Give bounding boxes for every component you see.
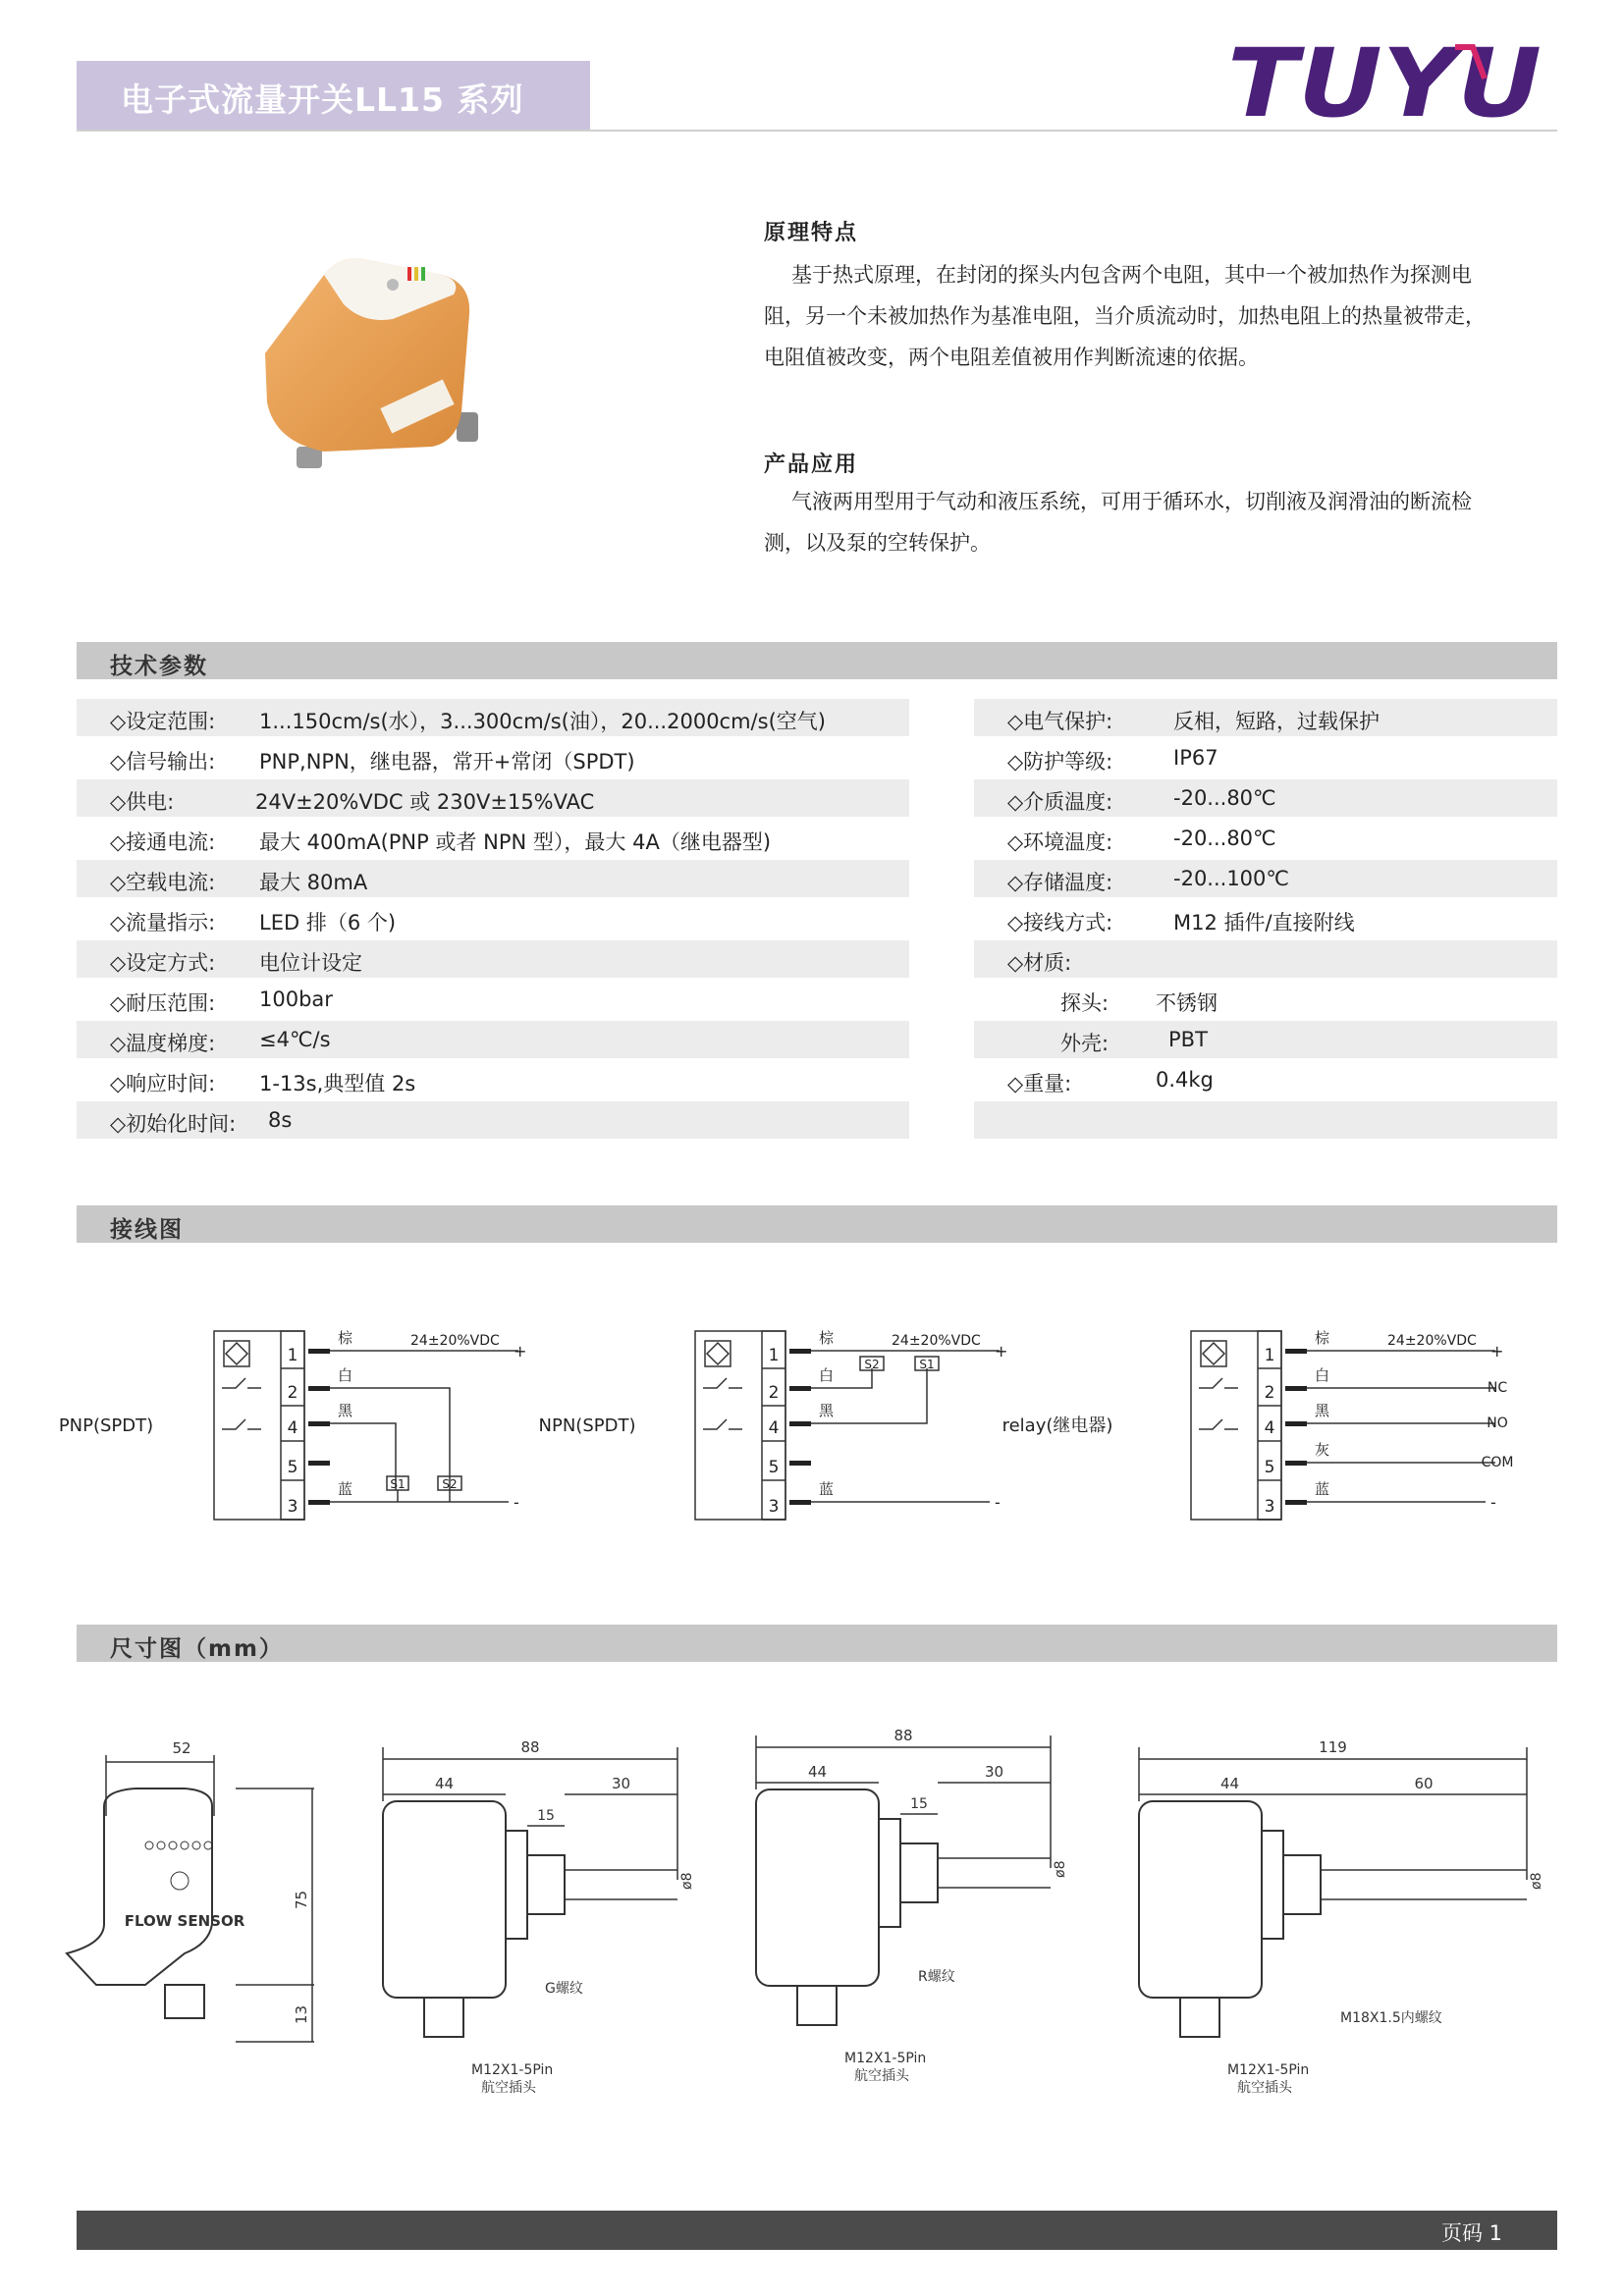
thread-label: M18X1.5内螺纹	[1340, 2010, 1442, 2026]
spec-row	[974, 779, 1557, 817]
spec-row	[974, 699, 1557, 736]
led-red	[407, 267, 411, 281]
dim-probe-label: 30	[984, 1763, 1004, 1781]
spec-label: ◇供电:	[110, 790, 175, 814]
sensor-diamond	[226, 1343, 247, 1364]
plus-label: +	[1490, 1342, 1504, 1361]
wiring-diagram-pnp	[59, 1329, 527, 1520]
dim-body-label: 44	[434, 1775, 455, 1792]
led-yellow	[414, 267, 418, 281]
front-width-label: 52	[172, 1739, 191, 1757]
switch-symbol	[222, 1419, 261, 1429]
wire-color: 蓝	[338, 1480, 353, 1498]
spec-row	[974, 1101, 1557, 1139]
switch-label: S2	[442, 1477, 458, 1491]
pin-number: 4	[287, 1418, 298, 1438]
pin-lead	[1285, 1349, 1307, 1354]
connector-label: M12X1-5Pin	[844, 2051, 927, 2066]
spec-row	[974, 1021, 1557, 1058]
dimension-side-view-r	[756, 1727, 1068, 2084]
led	[157, 1842, 165, 1849]
pin-lead	[789, 1500, 811, 1505]
pin-number: 1	[768, 1346, 780, 1365]
spec-row	[77, 699, 909, 736]
page-title: 电子式流量开关LL15 系列	[121, 80, 524, 119]
led	[204, 1842, 212, 1849]
wire-color: 灰	[1315, 1441, 1330, 1459]
spec-label: ◇初始化时间:	[110, 1112, 237, 1136]
dim-probe-label: 60	[1414, 1775, 1434, 1792]
pin-number: 4	[768, 1418, 780, 1438]
pin-number: 2	[287, 1383, 298, 1403]
wiring-diagram-relay	[1002, 1329, 1514, 1520]
minus-label: -	[995, 1493, 1001, 1512]
footer-bar	[77, 2211, 1557, 2250]
switch-symbol	[703, 1378, 742, 1388]
side-connector	[424, 1998, 463, 2037]
connector-label: M12X1-5Pin	[471, 2062, 554, 2078]
spec-label: ◇材质:	[1007, 951, 1072, 975]
plus-label: +	[995, 1342, 1008, 1361]
product-photo	[245, 245, 491, 471]
connector-label: M12X1-5Pin	[1227, 2062, 1310, 2078]
spec-label: ◇电气保护:	[1007, 710, 1113, 733]
spec-row	[974, 940, 1557, 978]
dimension-side-view-m18	[1139, 1738, 1544, 2096]
pin-lead	[789, 1461, 811, 1466]
minus-label: -	[1490, 1493, 1496, 1512]
application-title: 产品应用	[764, 453, 859, 477]
switch-symbol	[1199, 1378, 1238, 1388]
spec-label: ◇空载电流:	[110, 871, 216, 894]
dimension-side-view-g	[383, 1738, 695, 2096]
connector-sub-label: 航空插头	[481, 2080, 536, 2096]
spec-label: ◇设定范围:	[110, 710, 216, 733]
spec-row	[77, 981, 909, 1018]
spec-value: -20...80℃	[1173, 786, 1276, 810]
spec-label: ◇重量:	[1007, 1072, 1072, 1095]
side-thread	[1283, 1855, 1321, 1914]
thread-label: G螺纹	[545, 1981, 583, 1997]
sensor-diamond	[707, 1343, 729, 1364]
spec-row	[974, 1061, 1557, 1098]
dim-thread-label: 15	[537, 1808, 555, 1824]
spec-label: ◇信号输出:	[110, 750, 216, 774]
front-flow-sensor-label: FLOW SENSOR	[124, 1912, 245, 1930]
dim-dia-label: ø8	[679, 1872, 695, 1890]
spec-row	[974, 739, 1557, 776]
spec-value: 不锈钢	[1156, 991, 1218, 1015]
sensor-symbol	[1201, 1341, 1226, 1366]
dimension-front-view	[67, 1755, 314, 2042]
side-thread	[900, 1843, 938, 1902]
dim-dia-label: ø8	[1529, 1872, 1544, 1890]
application-text: 气液两用型用于气动和液压系统，可用于循环水，切削液及润滑油的断流检测，以及泵的空转保护。	[764, 490, 1472, 555]
pin-lead	[789, 1421, 811, 1426]
side-body	[1139, 1801, 1262, 1998]
pin-number: 2	[1264, 1383, 1275, 1403]
spec-label: ◇环境温度:	[1007, 830, 1113, 854]
spec-value: M12 插件/直接附线	[1173, 911, 1355, 934]
pin-lead	[308, 1386, 330, 1391]
spec-label: 探头:	[1060, 991, 1110, 1015]
brand-logo	[1227, 39, 1551, 128]
header-title-bar	[77, 61, 590, 130]
dim-body-label: 44	[807, 1763, 828, 1781]
dimension-drawings	[0, 1708, 1624, 2120]
spec-label: ◇介质温度:	[1007, 790, 1113, 814]
spec-label: ◇接通电流:	[110, 830, 216, 854]
spec-value: IP67	[1173, 746, 1218, 770]
wire-color: 黑	[1315, 1402, 1330, 1419]
spec-value: -20...80℃	[1173, 827, 1276, 850]
pin-lead	[1285, 1500, 1307, 1505]
pin-lead	[1285, 1461, 1307, 1466]
wiring-diagram-npn	[539, 1329, 1008, 1520]
spec-label: 外壳:	[1060, 1032, 1110, 1055]
led	[145, 1842, 153, 1849]
switch-label: S1	[390, 1477, 406, 1491]
spec-label: ◇防护等级:	[1007, 750, 1113, 774]
specs-title: 技术参数	[110, 654, 208, 679]
spec-row	[77, 900, 909, 937]
side-collar	[879, 1819, 900, 1927]
spec-row	[974, 900, 1557, 937]
side-connector	[797, 1986, 837, 2025]
supply-label: 24±20%VDC	[410, 1333, 500, 1349]
spec-label: ◇接线方式:	[1007, 911, 1113, 934]
dimensions-title: 尺寸图（mm）	[110, 1636, 284, 1662]
spec-label: ◇存储温度:	[1007, 871, 1113, 894]
pin-number: 2	[768, 1383, 780, 1403]
pin-number: 1	[287, 1346, 298, 1365]
spec-row	[77, 1021, 909, 1058]
spec-row	[77, 1101, 909, 1139]
spec-row	[77, 779, 909, 817]
dim-total-label: 119	[1319, 1738, 1347, 1756]
principle-text: 基于热式原理，在封闭的探头内包含两个电阻，其中一个被加热作为探测电阻，另一个未被加热作为基准电阻，当介质流动时，加热电阻上的热量被带走，电阻值被改变，两个电阻差值被用作判断流速的依据。	[764, 263, 1486, 369]
pin-number: 5	[287, 1458, 298, 1477]
pin-lead	[1285, 1386, 1307, 1391]
side-connector	[1180, 1998, 1219, 2037]
pin-number: 3	[1264, 1497, 1275, 1517]
connector-sub-label: 航空插头	[1237, 2080, 1292, 2096]
spec-label: ◇设定方式:	[110, 951, 216, 975]
spec-value: 电位计设定	[259, 951, 362, 975]
minus-label: -	[514, 1493, 519, 1512]
dimensions-section-bar	[77, 1625, 1557, 1662]
side-collar	[1262, 1831, 1283, 1939]
spec-label: ◇温度梯度:	[110, 1032, 216, 1055]
sensor-symbol	[705, 1341, 731, 1366]
spec-value: 1...150cm/s(水），3...300cm/s(油），20...2000cm/s(空气)	[259, 710, 826, 733]
plus-label: +	[514, 1342, 527, 1361]
side-collar	[506, 1831, 527, 1939]
logo-text: TUYU	[1227, 39, 1542, 128]
wiring-type-label: relay(继电器)	[1001, 1415, 1113, 1436]
wire-color: 黑	[819, 1402, 835, 1419]
pin-lead	[308, 1461, 330, 1466]
sensor-symbol	[224, 1341, 249, 1366]
dim-total-label: 88	[520, 1738, 540, 1756]
sensor-diamond	[1203, 1343, 1224, 1364]
dim-probe-label: 30	[611, 1775, 631, 1792]
switch-symbol	[703, 1419, 742, 1429]
spec-value: 0.4kg	[1156, 1068, 1214, 1092]
spec-value: ≤4℃/s	[259, 1028, 331, 1051]
front-outline	[67, 1789, 212, 1985]
spec-row	[77, 940, 909, 978]
pin-number: 1	[1264, 1346, 1275, 1365]
pin-number: 3	[768, 1497, 780, 1517]
relay-output-label: NO	[1487, 1415, 1508, 1431]
led	[181, 1842, 189, 1849]
wire-color: 白	[1315, 1366, 1330, 1384]
spec-value: 8s	[268, 1108, 293, 1132]
pin-number: 5	[768, 1458, 780, 1477]
dim-body-label: 44	[1219, 1775, 1240, 1792]
front-led-row	[145, 1842, 212, 1890]
side-thread	[527, 1855, 565, 1914]
wire-color: 棕	[819, 1329, 835, 1347]
wiring-type-label: NPN(SPDT)	[538, 1415, 636, 1436]
spec-row	[974, 981, 1557, 1018]
dim-dia-label: ø8	[1053, 1860, 1068, 1878]
spec-value: -20...100℃	[1173, 867, 1289, 890]
spec-label: ◇流量指示:	[110, 911, 216, 934]
dim-total-label: 88	[893, 1727, 913, 1744]
spec-value: LED 排（6 个)	[259, 911, 397, 934]
pin-lead	[789, 1349, 811, 1354]
spec-row	[77, 1061, 909, 1098]
dim-thread-label: 15	[910, 1796, 928, 1812]
principle-title: 原理特点	[764, 221, 859, 245]
header-divider	[77, 130, 1557, 132]
wire-color: 白	[819, 1366, 835, 1384]
potentiometer-icon	[171, 1872, 189, 1890]
wire-color: 蓝	[819, 1480, 835, 1498]
wire-color: 棕	[338, 1329, 353, 1347]
specs-section-bar	[77, 642, 1557, 679]
wire-color: 白	[338, 1366, 353, 1384]
pin-lead	[789, 1386, 811, 1391]
pin-lead	[308, 1500, 330, 1505]
page-number: 页码 1	[1440, 2221, 1502, 2245]
spec-value: PNP,NPN，继电器，常开+常闭（SPDT)	[259, 750, 635, 774]
led	[192, 1842, 200, 1849]
supply-label: 24±20%VDC	[1387, 1333, 1477, 1349]
side-body	[756, 1789, 879, 1986]
spec-value: 反相，短路，过载保护	[1173, 710, 1380, 733]
relay-output-label: COM	[1481, 1455, 1514, 1470]
spec-value: PBT	[1168, 1028, 1208, 1051]
led-green	[421, 267, 425, 281]
wiring-title: 接线图	[110, 1217, 184, 1243]
switch-symbol	[222, 1378, 261, 1388]
spec-value: 1-13s,典型值 2s	[259, 1072, 416, 1095]
spec-value: 最大 400mA(PNP 或者 NPN 型），最大 4A（继电器型)	[259, 830, 772, 854]
spec-row	[77, 860, 909, 897]
thread-label: R螺纹	[918, 1969, 955, 1985]
spec-label: ◇响应时间:	[110, 1072, 216, 1095]
wire-color: 黑	[338, 1402, 353, 1419]
relay-output-label: NC	[1487, 1380, 1508, 1396]
switch-label: S1	[919, 1358, 935, 1371]
switch-to-ground	[398, 1490, 450, 1502]
pin-lead	[308, 1421, 330, 1426]
pin-lead	[1285, 1421, 1307, 1426]
wire-color: 棕	[1315, 1329, 1330, 1347]
front-connector	[165, 1985, 204, 2018]
potentiometer	[387, 279, 399, 291]
wiring-section-bar	[77, 1205, 1557, 1243]
led	[169, 1842, 177, 1849]
switch-label: S2	[864, 1358, 880, 1371]
spec-value: 最大 80mA	[259, 871, 368, 894]
spec-label: ◇耐压范围:	[110, 991, 216, 1015]
spec-row	[77, 820, 909, 857]
spec-row	[974, 860, 1557, 897]
pin-number: 5	[1264, 1458, 1275, 1477]
spec-value: 24V±20%VDC 或 230V±15%VAC	[255, 790, 595, 814]
pin-lead	[308, 1349, 330, 1354]
spec-row	[77, 739, 909, 776]
supply-label: 24±20%VDC	[892, 1333, 981, 1349]
front-height-label: 75	[293, 1890, 310, 1909]
wire-color: 蓝	[1315, 1480, 1330, 1498]
wiring-diagrams	[0, 1276, 1624, 1571]
front-bottom-label: 13	[293, 2004, 310, 2024]
spec-row	[974, 820, 1557, 857]
connector-sub-label: 航空插头	[854, 2068, 909, 2084]
spec-value: 100bar	[259, 988, 333, 1011]
switch-symbol	[1199, 1419, 1238, 1429]
side-body	[383, 1801, 506, 1998]
pin-number: 4	[1264, 1418, 1275, 1438]
pin-number: 3	[287, 1497, 298, 1517]
wiring-type-label: PNP(SPDT)	[58, 1415, 154, 1436]
